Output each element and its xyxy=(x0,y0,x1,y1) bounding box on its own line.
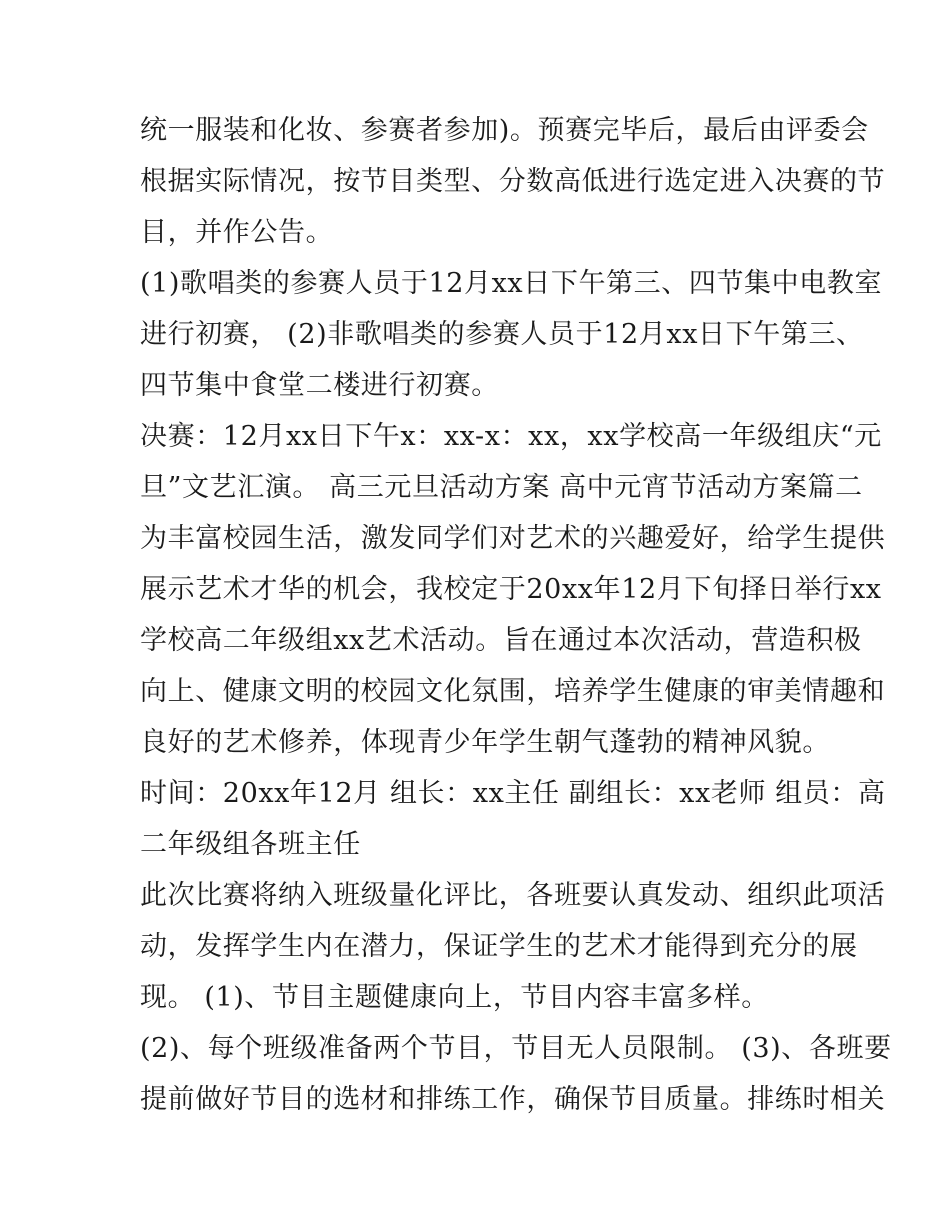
text-line: 旦”文艺汇演。 高三元旦活动方案 高中元宵节活动方案篇二 xyxy=(140,472,863,503)
text-line: (2)、每个班级准备两个节目，节目无人员限制。 (3)、各班要 xyxy=(140,1033,892,1064)
text-line: 现。 (1)、节目主题健康向上，节目内容丰富多样。 xyxy=(140,982,769,1013)
text-line: 为丰富校园生活，激发同学们对艺术的兴趣爱好，给学生提供 xyxy=(140,523,886,554)
text-line: (1)歌唱类的参赛人员于12月xx日下午第三、四节集中电教室 xyxy=(140,268,883,299)
text-line: 决赛：12月xx日下午x：xx-x：xx，xx学校高一年级组庆“元 xyxy=(140,421,882,452)
text-line: 向上、健康文明的校园文化氛围，培养学生健康的审美情趣和 xyxy=(140,676,886,707)
text-line: 良好的艺术修养，体现青少年学生朝气蓬勃的精神风貌。 xyxy=(140,727,830,758)
text-line: 目，并作公告。 xyxy=(140,217,334,248)
document-body xyxy=(140,105,892,1125)
text-line: 提前做好节目的选材和排练工作，确保节目质量。排练时相关 xyxy=(140,1084,886,1115)
text-line: 时间：20xx年12月 组长：xx主任 副组长：xx老师 组员：高 xyxy=(140,778,886,809)
text-line: 动，发挥学生内在潜力，保证学生的艺术才能得到充分的展 xyxy=(140,931,858,962)
text-line: 进行初赛， (2)非歌唱类的参赛人员于12月xx日下午第三、 xyxy=(140,319,864,350)
text-line: 四节集中食堂二楼进行初赛。 xyxy=(140,370,499,401)
text-line: 二年级组各班主任 xyxy=(140,829,361,860)
text-line: 展示艺术才华的机会，我校定于20xx年12月下旬择日举行xx xyxy=(140,574,882,605)
text-line: 学校高二年级组xx艺术活动。旨在通过本次活动，营造积极 xyxy=(140,625,862,656)
text-line: 此次比赛将纳入班级量化评比，各班要认真发动、组织此项活 xyxy=(140,880,886,911)
text-line: 根据实际情况，按节目类型、分数高低进行选定进入决赛的节 xyxy=(140,166,886,197)
text-line: 统一服装和化妆、参赛者参加)。预赛完毕后，最后由评委会 xyxy=(140,115,869,146)
